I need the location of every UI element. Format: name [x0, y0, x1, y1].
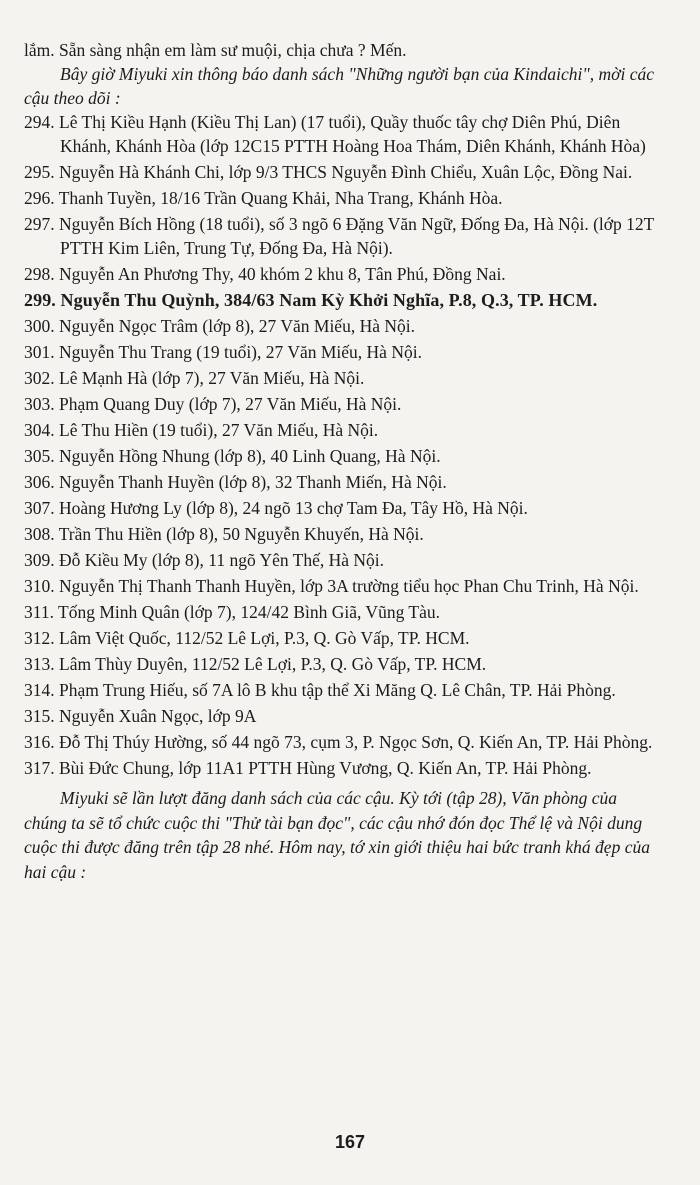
page-body — [24, 38, 664, 902]
list-item — [24, 262, 664, 286]
list-item — [24, 288, 664, 312]
entry-number: 300. — [24, 316, 55, 336]
list-item — [24, 340, 664, 364]
entry-number: 315. — [24, 706, 55, 726]
entry-number: 310. — [24, 576, 55, 596]
list-item — [24, 470, 664, 494]
entry-number: 308. — [24, 524, 55, 544]
entry-text: Phạm Quang Duy (lớp 7), 27 Văn Miếu, Hà Nội. — [59, 394, 402, 414]
entry-number: 298. — [24, 264, 55, 284]
entry-text: Phạm Trung Hiếu, số 7A lô B khu tập thể Xi Măng Q. Lê Chân, TP. Hải Phòng. — [59, 680, 616, 700]
entry-text: Nguyễn Ngọc Trâm (lớp 8), 27 Văn Miếu, Hà Nội. — [59, 316, 415, 336]
list-item — [24, 756, 664, 780]
entry-number: 309. — [24, 550, 55, 570]
entry-text: Hoàng Hương Ly (lớp 8), 24 ngõ 13 chợ Tam Đa, Tây Hồ, Hà Nội. — [59, 498, 528, 518]
list-item — [24, 314, 664, 338]
entry-number: 295. — [24, 162, 55, 182]
list-item — [24, 678, 664, 702]
entry-number: 297. — [24, 214, 55, 234]
list-item — [24, 626, 664, 650]
list-item — [24, 418, 664, 442]
entry-number: 302. — [24, 368, 55, 388]
list-item — [24, 496, 664, 520]
list-item — [24, 444, 664, 468]
entry-text: Nguyễn Thanh Huyền (lớp 8), 32 Thanh Miến, Hà Nội. — [59, 472, 447, 492]
entry-text: Đỗ Kiều My (lớp 8), 11 ngõ Yên Thế, Hà Nội. — [59, 550, 385, 570]
list-item — [24, 186, 664, 210]
entry-text: Nguyễn Hà Khánh Chi, lớp 9/3 THCS Nguyễn Đình Chiểu, Xuân Lộc, Đồng Nai. — [59, 162, 633, 182]
opening-line: lắm. Sẵn sàng nhận em làm sư muội, chịa chưa ? Mến. — [24, 40, 407, 60]
entry-text: Lâm Việt Quốc, 112/52 Lê Lợi, P.3, Q. Gò Vấp, TP. HCM. — [59, 628, 470, 648]
entry-text: Đỗ Thị Thúy Hường, số 44 ngõ 73, cụm 3, P. Ngọc Sơn, Q. Kiến An, TP. Hải Phòng. — [59, 732, 653, 752]
list-item — [24, 600, 664, 624]
entry-number: 294. — [24, 112, 55, 132]
entry-text: Trần Thu Hiền (lớp 8), 50 Nguyễn Khuyến, Hà Nội. — [58, 524, 424, 544]
entry-number: 306. — [24, 472, 55, 492]
list-item — [24, 212, 664, 260]
entry-text: Nguyễn Thị Thanh Thanh Huyền, lớp 3A trường tiểu học Phan Chu Trinh, Hà Nội. — [59, 576, 639, 596]
entry-number: 317. — [24, 758, 55, 778]
entry-number: 316. — [24, 732, 55, 752]
list-item — [24, 730, 664, 754]
list-item — [24, 652, 664, 676]
entry-text: Nguyễn Bích Hồng (18 tuổi), số 3 ngõ 6 Đặng Văn Ngữ, Đống Đa, Hà Nội. (lớp 12T PTTH Kim Liên, Trung Tự, Đống Đa, Hà Nội). — [59, 214, 655, 258]
entry-number: 301. — [24, 342, 55, 362]
list-item — [24, 366, 664, 390]
entry-number: 305. — [24, 446, 55, 466]
closing-paragraph: Miyuki sẽ lần lượt đăng danh sách của các cậu. Kỳ tới (tập 28), Văn phòng của chúng ta sẽ tổ chức cuộc thi "Thử tài bạn đọc", các cậu nhớ đón đọc Thể lệ và Nội dung cuộc thi được đăng trên tập 28 nhé. Hôm nay, tớ xin giới thiệu hai bức tranh khá đẹp của hai cậu : — [24, 788, 650, 882]
entry-text: Thanh Tuyền, 18/16 Trần Quang Khải, Nha Trang, Khánh Hòa. — [58, 188, 503, 208]
entry-number: 296. — [24, 188, 55, 208]
list-item — [24, 704, 664, 728]
reader-list — [24, 110, 664, 780]
intro-paragraph: Bây giờ Miyuki xin thông báo danh sách "Những người bạn của Kindaichi", mời các cậu theo dõi : — [24, 64, 655, 108]
entry-text: Lê Mạnh Hà (lớp 7), 27 Văn Miếu, Hà Nội. — [59, 368, 365, 388]
list-item — [24, 548, 664, 572]
entry-number: 312. — [24, 628, 55, 648]
list-item — [24, 110, 664, 158]
entry-number: 311. — [24, 602, 54, 622]
page-number: 167 — [334, 1132, 366, 1152]
list-item — [24, 522, 664, 546]
entry-text: Bùi Đức Chung, lớp 11A1 PTTH Hùng Vương, Q. Kiến An, TP. Hải Phòng. — [59, 758, 592, 778]
entry-text: Lê Thị Kiều Hạnh (Kiều Thị Lan) (17 tuổi), Quầy thuốc tây chợ Diên Phú, Diên Khánh, Khánh Hòa (lớp 12C15 PTTH Hoàng Hoa Thám, Diên Khánh, Khánh Hòa) — [59, 112, 646, 156]
entry-text: Lâm Thùy Duyên, 112/52 Lê Lợi, P.3, Q. Gò Vấp, TP. HCM. — [59, 654, 487, 674]
entry-number: 299. — [24, 290, 56, 310]
entry-text: Tống Minh Quân (lớp 7), 124/42 Bình Giã, Vũng Tàu. — [58, 602, 440, 622]
entry-number: 307. — [24, 498, 55, 518]
entry-number: 314. — [24, 680, 55, 700]
entry-text: Nguyễn Hồng Nhung (lớp 8), 40 Linh Quang, Hà Nội. — [59, 446, 441, 466]
entry-text: Nguyễn Thu Trang (19 tuổi), 27 Văn Miếu, Hà Nội. — [59, 342, 422, 362]
list-item — [24, 574, 664, 598]
entry-number: 303. — [24, 394, 55, 414]
entry-text: Lê Thu Hiền (19 tuổi), 27 Văn Miếu, Hà Nội. — [59, 420, 379, 440]
entry-number: 313. — [24, 654, 55, 674]
entry-text: Nguyễn Xuân Ngọc, lớp 9A — [59, 706, 257, 726]
list-item — [24, 392, 664, 416]
list-item — [24, 160, 664, 184]
entry-text: Nguyễn Thu Quỳnh, 384/63 Nam Kỳ Khởi Nghĩa, P.8, Q.3, TP. HCM. — [60, 290, 598, 310]
entry-text: Nguyễn An Phương Thy, 40 khóm 2 khu 8, Tân Phú, Đồng Nai. — [59, 264, 506, 284]
entry-number: 304. — [24, 420, 55, 440]
